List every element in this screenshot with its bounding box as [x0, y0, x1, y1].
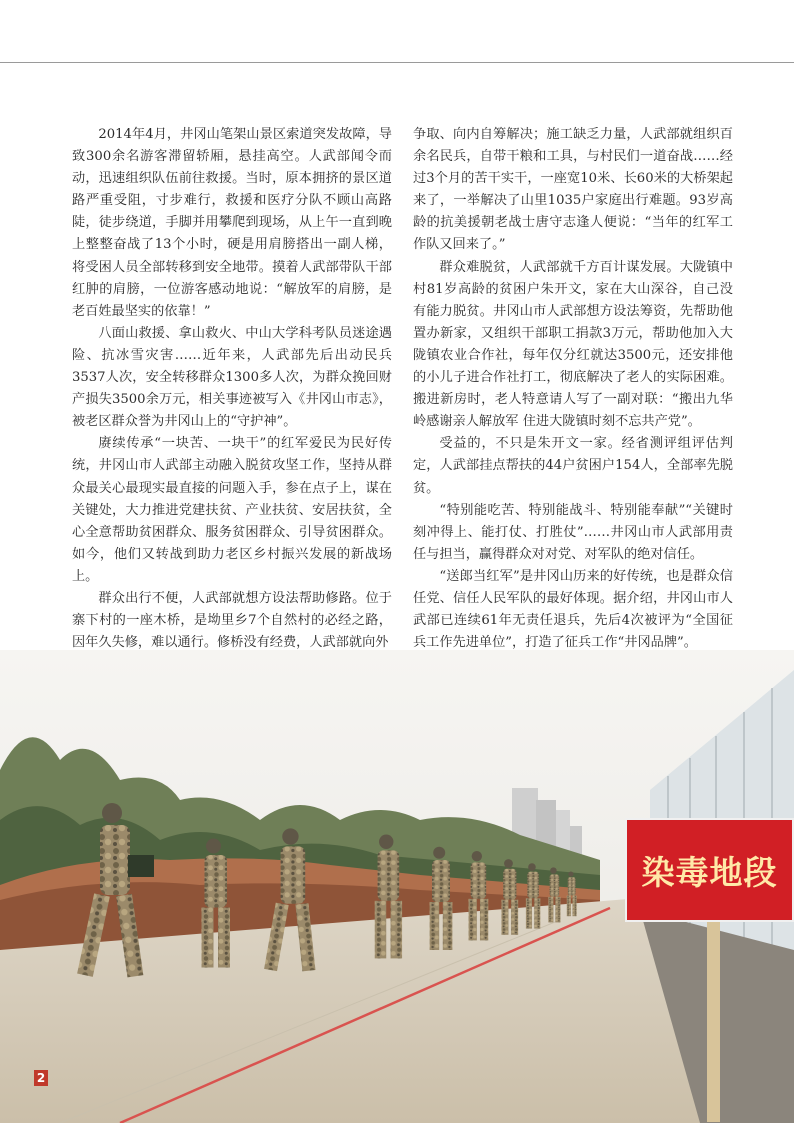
- warning-sign: [625, 818, 794, 922]
- header-rule: [0, 62, 794, 63]
- article-column-right: [413, 124, 733, 654]
- article-paragraph: 群众难脱贫，人武部就千方百计谋发展。大陇镇中村81岁高龄的贫困户朱开文，家在大山深谷，自己没有能力脱贫。井冈山市人武部想方设法筹资，先帮助他置办新家，又组织干部职工捐款3万元，帮助他加入大陇镇农业合作社，每年仅分红就达3500元，还安排他的小儿子进合作社打工，彻底解决了老人的实际困难。搬进新房时，老人特意请人写了一副对联：“搬出九华岭感谢亲人解放军 住进大陇镇时刻不忘共产党”。: [413, 259, 733, 430]
- article-paragraph-continued: 争取、向内自筹解决；施工缺乏力量，人武部就组织百余名民兵，自带干粮和工具，与村民们一道奋战……经过3个月的苦干实干，一座宽10米、长60米的大桥架起来了，一举解决了山里1035户家庭出行难题。93岁高龄的抗美援朝老战士唐守志逢人便说：“当年的红军工作队又回来了。”: [413, 127, 733, 253]
- article-paragraph: 群众出行不便，人武部就想方设法帮助修路。位于寨下村的一座木桥，是坳里乡7个自然村的必经之路，因年久失修，难以通行。修桥没有经费，人武部就向外: [72, 590, 392, 651]
- article-paragraph: “特别能吃苦、特别能战斗、特别能奉献”“关键时刻冲得上、能打仗、打胜仗”……井冈山市人武部用责任与担当，赢得群众对对党、对军队的绝对信任。: [413, 502, 733, 562]
- article-paragraph: “送郎当红军”是井冈山历来的好传统，也是群众信任党、信任人民军队的最好体现。据介绍，井冈山市人武部已连续61年无责任退兵，先后4次被评为“全国征兵工作先进单位”，打造了征兵工作“井冈品牌”。: [413, 568, 733, 651]
- article-paragraph: 受益的，不只是朱开文一家。经省测评组评估判定，人武部挂点帮扶的44户贫困户154人，全部率先脱贫。: [413, 436, 733, 496]
- article-paragraph: 八面山救援、拿山救火、中山大学科考队员迷途遇险、抗冰雪灾害……近年来，人武部先后出动民兵3537人次，安全转移群众1300多人次，为群众挽回财产损失3500余万元，相关事迹被写入《井冈山市志》，被老区群众誉为井冈山上的“守护神”。: [72, 325, 392, 430]
- page-number: 2: [34, 1070, 48, 1086]
- article-paragraph: 赓续传承“一块苦、一块干”的红军爱民为民好传统，井冈山市人武部主动融入脱贫攻坚工作，坚持从群众最关心最现实最直接的问题入手，参在点子上，谋在关键处，大力推进党建扶贫、产业扶贫、安居扶贫，全心全意帮助贫困群众、服务贫困群众、引导贫困群众。如今，他们又转战到助力老区乡村振兴发展的新战场上。: [72, 436, 392, 584]
- warning-sign-text: 染毒地段: [641, 852, 778, 892]
- article-paragraph: 2014年4月，井冈山笔架山景区索道突发故障，导致300余名游客滞留轿厢，悬挂高空。人武部闻令而动，迅速组织队伍前往救援。当时，原本拥挤的景区道路严重受阻，寸步难行，救援和医疗分队不顾山高路陡，徒步绕道，手脚并用攀爬到现场，从上午一直到晚上整整奋战了13个小时，硬是用肩膀搭出一副人梯，将受困人员全部转移到安全地带。摸着人武部带队干部红肿的肩膀，一位游客感动地说：“解放军的肩膀，是老百姓最坚实的依靠！”: [72, 127, 392, 319]
- article-column-left: [72, 124, 392, 654]
